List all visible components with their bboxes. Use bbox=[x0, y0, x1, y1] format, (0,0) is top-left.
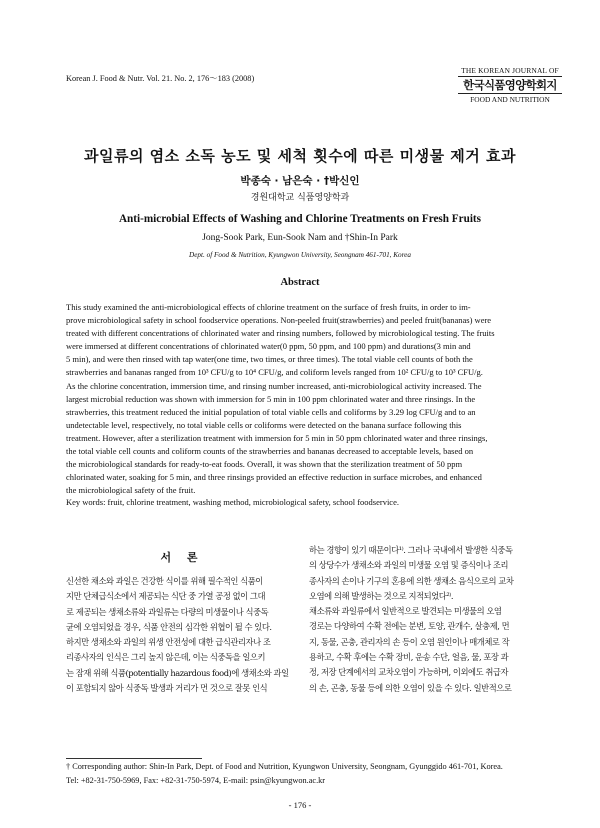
abstract-line: largest microbial reduction was shown with immersion for 5 min in 100 ppm chlorinated water and three rinsings. In the bbox=[66, 393, 476, 404]
journal-rule-top bbox=[458, 76, 562, 77]
affiliation-korean: 경원대학교 식품영양학과 bbox=[250, 193, 350, 203]
body-line: 지만 단체급식소에서 제공되는 식단 중 가열 공정 없이 그대 bbox=[66, 591, 266, 602]
body-line: 로 제공되는 생채소류와 과일류는 다량의 미생물이나 식중독 bbox=[66, 606, 269, 617]
abstract-body bbox=[66, 301, 540, 497]
abstract-line: treatment. However, after a sterilization treatment with immersion for 5 min in 50 ppm chlorinated water and three rinsings, bbox=[66, 432, 488, 443]
title-korean: 과일류의 염소 소독 농도 및 세척 횟수에 따른 미생물 제거 효과 bbox=[84, 147, 516, 165]
journal-name-korean: 한국식품영양학회지 bbox=[463, 78, 557, 92]
body-line: 균에 오염되었을 경우, 식품 안전의 심각한 위협이 될 수 있다. bbox=[66, 621, 272, 632]
abstract-line: the microbiological standards for ready-to-eat foods. Overall, it was shown that the sterilization treatment of 50 ppm bbox=[66, 459, 463, 470]
abstract-line: the microbiological safety of the fruit. bbox=[66, 485, 196, 496]
body-line: 는 잠재 위해 식품(potentially hazardous food)에 생채소와 과일 bbox=[66, 667, 289, 678]
section-title-introduction: 서 론 bbox=[160, 551, 204, 564]
footnote-rule bbox=[66, 758, 202, 759]
journal-rule-bottom bbox=[458, 93, 562, 94]
journal-logo bbox=[458, 66, 562, 104]
body-line: 용하고, 수확 후에는 수확 장비, 운송 수단, 얼음, 물, 포장 과 bbox=[309, 652, 509, 663]
abstract-line: This study examined the anti-microbiological effects of chlorine treatment on the surface of fresh fruits, in order to im- bbox=[66, 302, 471, 312]
title-english: Anti-microbial Effects of Washing and Chlorine Treatments on Fresh Fruits bbox=[118, 213, 482, 225]
authors-english: Jong-Sook Park, Eun-Sook Nam and †Shin-In Park bbox=[202, 233, 398, 243]
abstract-line: the total viable cell counts and coliform counts of the strawberries and bananas decreased to acceptable levels, based on bbox=[66, 446, 474, 457]
authors-korean: 박종숙 · 남은숙 · †박신인 bbox=[240, 175, 360, 187]
body-line: 의 상당수가 생채소와 과일의 미생물 오염 및 증식이나 조리 bbox=[309, 560, 509, 571]
footnote-line: † Corresponding author: Shin-In Park, Dept. of Food and Nutrition, Kyungwon University, Seongnam, Gyunggido 461-701, Korea. bbox=[66, 762, 503, 771]
footnote-corresponding-author bbox=[66, 760, 546, 788]
body-line: 채소류와 과일류에서 일반적으로 발견되는 미생물의 오염 bbox=[309, 606, 502, 617]
body-line: 신선한 채소와 과일은 건강한 식이를 위해 필수적인 식품이 bbox=[66, 576, 263, 586]
abstract-line: strawberries, this treatment reduced the initial population of total viable cells and coliforms by 3.29 log CFU/g and to an bbox=[66, 406, 476, 417]
abstract-line: 5 min), and were then rinsed with tap water(one time, two times, or three times). The total viable cell counts of both the bbox=[66, 354, 473, 365]
abstract-line: prove microbiological safety in school foodservice operations. Non-peeled fruit(strawberries) and peeled fruit(bananas) were bbox=[66, 315, 492, 326]
body-column-right bbox=[309, 543, 545, 696]
journal-citation: Korean J. Food & Nutr. Vol. 21. No. 2, 176～183 (2008) bbox=[66, 74, 255, 83]
body-line: 하는 경향이 있기 때문이다¹⁾. 그러나 국내에서 발생한 식중독 bbox=[309, 545, 513, 555]
abstract-heading: Abstract bbox=[280, 277, 320, 288]
page-number: - 176 - bbox=[288, 800, 312, 810]
body-line: 하지만 생채소와 과일의 위생 안전성에 대한 급식관리자나 조 bbox=[66, 637, 271, 648]
affiliation-english: Dept. of Food & Nutrition, Kyungwon University, Seongnam 461-701, Korea bbox=[189, 251, 411, 259]
body-line: 정, 저장 단계에서의 교차오염이 가능하며, 이외에도 취급자 bbox=[309, 667, 509, 678]
body-line: 오염에 의해 발생하는 것으로 지적되었다²⁾. bbox=[309, 590, 454, 601]
body-column-left bbox=[66, 574, 300, 696]
body-line: 경로는 다양하여 수확 전에는 분변, 토양, 관개수, 살충제, 먼 bbox=[309, 621, 510, 632]
body-line: 이 포함되지 않아 식중독 발생과 거리가 먼 것으로 잘못 인식 bbox=[66, 683, 268, 694]
abstract-line: undetectable level, respectively, no total viable cells or coliforms were detected on the banana surface following this bbox=[66, 419, 462, 430]
abstract-line: As the chlorine concentration, immersion time, and rinsing number increased, anti-microbiological activity increased. The bbox=[66, 380, 482, 391]
abstract-line: strawberries and bananas ranged from 10³ CFU/g to 10⁴ CFU/g, and coliform levels ranged from 10² CFU/g to 10³ CFU/g. bbox=[66, 367, 483, 378]
body-line: 의 손, 곤충, 동물 등에 의한 오염이 있을 수 있다. 일반적으로 bbox=[309, 682, 512, 693]
body-line: 종사자의 손이나 기구의 혼용에 의한 생채소 음식으로의 교차 bbox=[309, 575, 514, 586]
abstract-line: treated with different concentrations of chlorinated water and rinsing numbers, followed by microbiological testing. The fruits bbox=[66, 328, 495, 339]
keywords: Key words: fruit, chlorine treatment, washing method, microbiological safety, school foodservice. bbox=[66, 497, 399, 507]
body-line: 지, 동물, 곤충, 관리자의 손 등이 오염 원인이나 매개체로 작 bbox=[309, 636, 510, 647]
footnote-line: Tel: +82-31-750-5969, Fax: +82-31-750-5974, E-mail: psin@kyungwon.ac.kr bbox=[66, 776, 326, 785]
journal-name-english-bottom: FOOD AND NUTRITION bbox=[470, 95, 550, 104]
abstract-line: chlorinated water, soaking for 5 min, and three rinsings provided an effective reduction in surface microbes, and enhanced bbox=[66, 472, 482, 483]
abstract-line: were immersed at different concentrations of chlorinated water(0 ppm, 50 ppm, and 100 ppm) and durations(3 min and bbox=[66, 341, 471, 352]
journal-name-english-top: THE KOREAN JOURNAL OF bbox=[461, 66, 559, 75]
body-line: 리종사자의 인식은 그리 높지 않은데, 이는 식중독을 일으키 bbox=[66, 652, 266, 663]
